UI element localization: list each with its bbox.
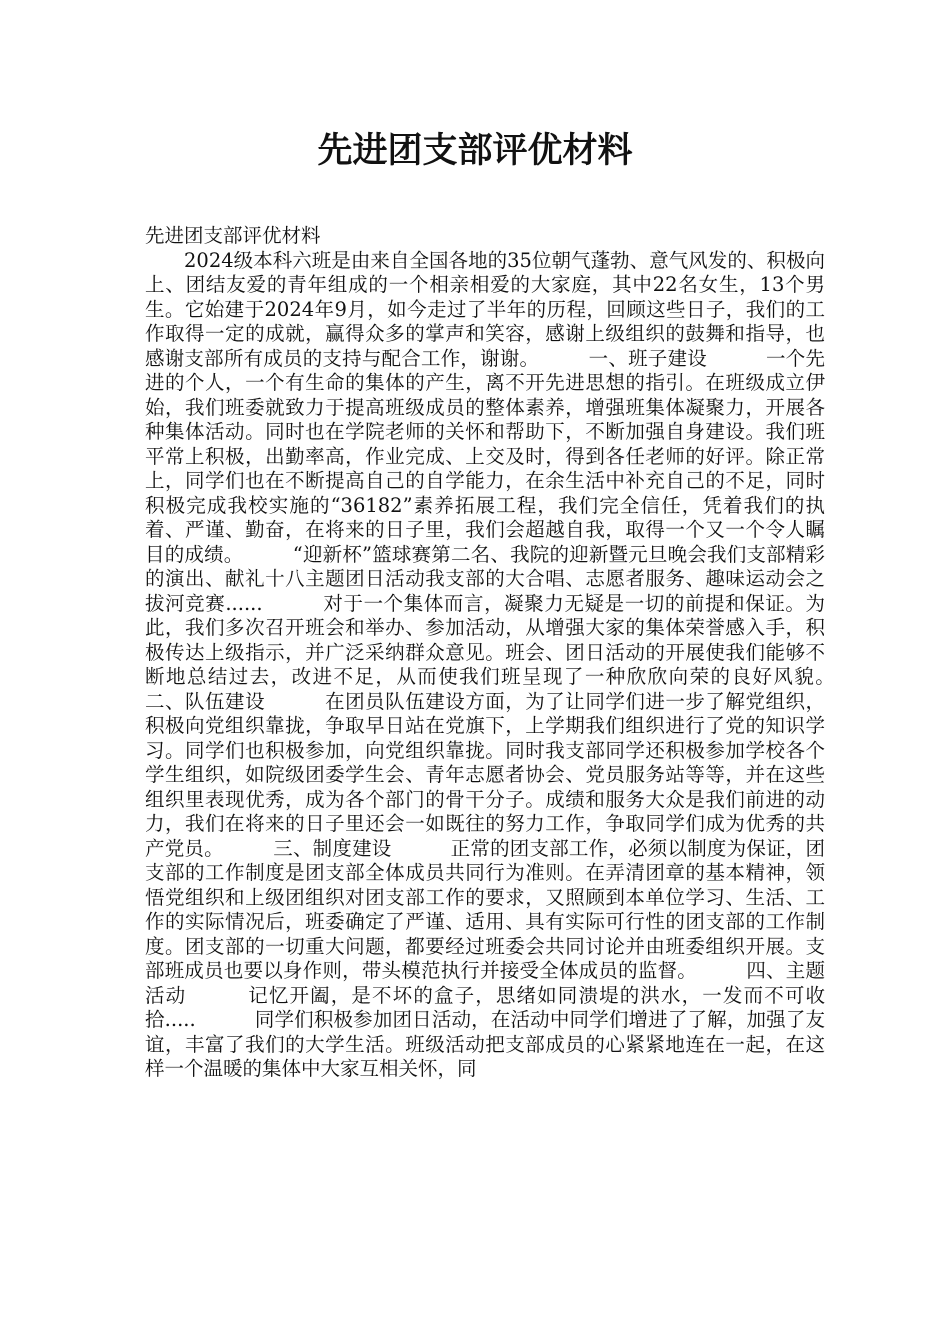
- document-body: [145, 224, 884, 1082]
- document-title: 先进团支部评优材料: [317, 131, 633, 171]
- document-subtitle: 先进团支部评优材料: [145, 224, 321, 247]
- document-paragraph: 2024级本科六班是由来自全国各地的35位朝气蓬勃、意气风发的、积极向上、团结友爱的青年组成的一个相亲相爱的大家庭，其中22名女生，13个男生。它始建于2024年9月，如今走过了半年的历程，回顾这些日子，我们的工作取得一定的成就，赢得众多的掌声和笑容，感谢上级组织的鼓舞和指导，也感谢支部所有成员的支持与配合工作，谢谢。 一、班子建设 一个先进的个人，一个有生命的集体的产生，离不开先进思想的指引。在班级成立伊始，我们班委就致力于提高班级成员的整体素养，增强班集体凝聚力，开展各种集体活动。同时也在学院老师的关怀和帮助下，不断加强自身建设。我们班平常上积极，出勤率高，作业完成、上交及时，得到各任老师的好评。除正常上，同学们也在不断提高自己的自学能力，在余生活中补充自己的不足，同时积极完成我校实施的“36182”素养拓展工程，我们完全信任，凭着我们的执着、严谨、勤奋，在将来的日子里，我们会超越自我，取得一个又一个令人瞩目的成绩。 “迎新杯”篮球赛第二名、我院的迎新暨元旦晚会我们支部精彩的演出、献礼十八主题团日活动我支部的大合唱、志愿者服务、趣味运动会之拔河竞赛...... 对于一个集体而言，凝聚力无疑是一切的前提和保证。为此，我们多次召开班会和举办、参加活动，从增强大家的集体荣誉感入手，积极传达上级指示，并广泛采纳群众意见。班会、团日活动的开展使我们能够不断地总结过去，改进不足，从而使我们班呈现了一种欣欣向荣的良好风貌。 二、队伍建设 在团员队伍建设方面，为了让同学们进一步了解党组织，积极向党组织靠拢，争取早日站在党旗下，上学期我们组织进行了党的知识学习。同学们也积极参加，向党组织靠拢。同时我支部同学还积极参加学校各个学生组织，如院级团委学生会、青年志愿者协会、党员服务站等等，并在这些组织里表现优秀，成为各个部门的骨干分子。成绩和服务大众是我们前进的动力，我们在将来的日子里还会一如既往的努力工作，争取同学们成为优秀的共产党员。 三、制度建设 正常的团支部工作，必须以制度为保证，团支部的工作制度是团支部全体成员共同行为准则。在弄清团章的基本精神，领悟党组织和上级团组织对团支部工作的要求，又照顾到本单位学习、生活、工作的实际情况后，班委确定了严谨、适用、具有实际可行性的团支部的工作制度。团支部的一切重大问题，都要经过班委会共同讨论并由班委组织开展。支部班成员也要以身作则，带头模范执行并接受全体成员的监督。 四、主题活动 记忆开阖，是不坏的盒子，思绪如同溃堤的洪水，一发而不可收拾..... 同学们积极参加团日活动，在活动中同学们增进了了解，加强了友谊，丰富了我们的大学生活。班级活动把支部成员的心紧紧地连在一起，在这样一个温暖的集体中大家互相关怀，同: [145, 248, 884, 1080]
